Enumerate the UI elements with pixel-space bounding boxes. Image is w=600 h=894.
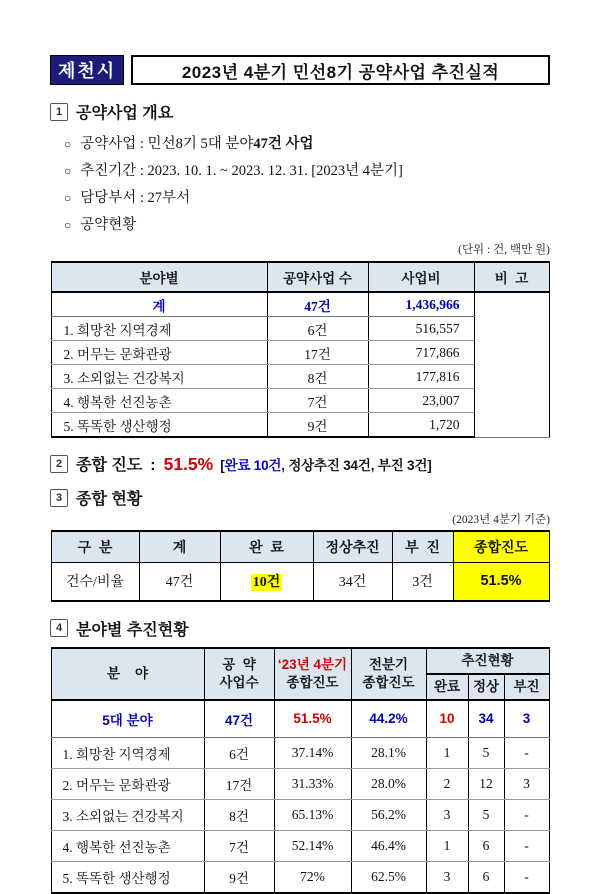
cell-done: 10 [426, 700, 468, 738]
cell-count: 17건 [204, 768, 274, 799]
cell-delay: 3 [504, 700, 549, 738]
col-header-total: 계 [139, 531, 220, 563]
table-row [51, 799, 549, 830]
section2-number-box: 2 [50, 455, 68, 473]
col-header-field: 분 야 [51, 648, 204, 700]
col-header-done: 완료 [426, 674, 468, 700]
cell-count: 47건 [267, 292, 368, 317]
table-summary-row [51, 700, 549, 738]
cell-count: 9건 [204, 861, 274, 893]
cell-count: 17건 [267, 341, 368, 365]
col-header-delay: 부진 [504, 674, 549, 700]
circle-bullet-icon: ○ [64, 137, 72, 151]
section1-title: 공약사업 개요 [76, 105, 174, 122]
overview-bullet-list [64, 131, 550, 239]
col-header-prev-line1: 전분기 [368, 656, 409, 672]
pledge-summary-table [51, 261, 550, 438]
bullet-text: 담당부서 : 27부서 [80, 190, 191, 206]
col-header-count: 공약사업 수 [267, 262, 368, 292]
cell-count: 7건 [204, 830, 274, 861]
overall-progress-rate: 51.5% [163, 454, 214, 474]
cell-field: 1. 희망찬 지역경제 [51, 737, 204, 768]
col-header-normal: 정상 [468, 674, 504, 700]
cell-budget: 717,866 [368, 341, 474, 365]
table-row [51, 737, 549, 768]
cell-normal: 6 [468, 830, 504, 861]
cell-budget: 23,007 [368, 389, 474, 413]
section4-number-box: 4 [50, 619, 68, 637]
bullet-item-projects [64, 131, 550, 158]
cell-count: 8건 [204, 799, 274, 830]
col-header-normal: 정상추진 [313, 531, 392, 563]
cell-prev: 62.5% [351, 861, 426, 893]
cell-field: 계 [51, 292, 267, 317]
cell-field: 4. 행복한 선진농촌 [51, 830, 204, 861]
table-row [51, 861, 549, 893]
table-total-row [51, 292, 549, 317]
section1-number-box: 1 [50, 103, 68, 121]
bullet-item-department [64, 185, 550, 212]
cell-label: 건수/비율 [51, 563, 139, 601]
cell-q4: 31.33% [274, 768, 351, 799]
bullet-text: 공약사업 : 민선8기 5대 분야 [80, 136, 254, 152]
table-header-row [51, 262, 549, 292]
table-header-row-1 [51, 648, 549, 674]
cell-progress: 51.5% [453, 563, 549, 601]
col-header-note: 비 고 [474, 262, 549, 292]
cell-delay: - [504, 830, 549, 861]
bullet-text-bold: 47건 사업 [253, 136, 314, 152]
unit-note: (단위 : 건, 백만 원) [458, 244, 550, 256]
colon: : [150, 457, 156, 474]
bullet-text: 추진기간 : 2023. 10. 1. ~ 2023. 12. 31. [2023년 4분기] [80, 163, 403, 179]
progress-detail [220, 454, 431, 474]
cell-done: 1 [426, 830, 468, 861]
progress-detail-completed: 완료 10건 [224, 458, 282, 473]
cell-prev: 44.2% [351, 700, 426, 738]
bracket-open: [ [220, 458, 225, 473]
section4-title: 분야별 추진현황 [76, 621, 189, 639]
cell-delay: - [504, 861, 549, 893]
section1-heading [50, 100, 550, 123]
col-header-budget: 사업비 [368, 262, 474, 292]
section3-heading [50, 486, 550, 509]
col-header-label: 구 분 [51, 531, 139, 563]
table-header-row [51, 531, 549, 563]
document-header [50, 55, 550, 85]
agency-badge: 제천시 [50, 55, 124, 85]
col-header-count [204, 648, 274, 700]
section3-number-box: 3 [50, 489, 68, 507]
cell-budget: 1,436,966 [368, 292, 474, 317]
circle-bullet-icon: ○ [64, 191, 72, 205]
cell-field: 5대 분야 [51, 700, 204, 738]
col-header-delay: 부 진 [392, 531, 453, 563]
circle-bullet-icon: ○ [64, 164, 72, 178]
bullet-text: 공약현황 [80, 217, 137, 233]
cell-field: 2. 머무는 문화관광 [51, 768, 204, 799]
col-header-count-line2: 사업수 [219, 674, 259, 690]
section2-heading [50, 452, 550, 475]
cell-q4: 72% [274, 861, 351, 893]
col-header-count-line1: 공 약 [222, 656, 256, 672]
cell-done: 3 [426, 861, 468, 893]
section2-title: 종합 진도 [76, 457, 143, 474]
cell-normal: 5 [468, 799, 504, 830]
cell-done: 1 [426, 737, 468, 768]
cell-count: 8건 [267, 365, 368, 389]
cell-field: 5. 똑똑한 생산행정 [51, 861, 204, 893]
cell-q4: 51.5% [274, 700, 351, 738]
bracket-close: ] [427, 458, 432, 473]
cell-budget: 516,557 [368, 317, 474, 341]
document-title: 2023년 4분기 민선8기 공약사업 추진실적 [131, 55, 550, 85]
period-note: (2023년 4분기 기준) [452, 514, 550, 526]
cell-count: 47건 [204, 700, 274, 738]
cell-field: 5. 똑똑한 생산행정 [51, 413, 267, 438]
cell-count: 7건 [267, 389, 368, 413]
cell-field: 3. 소외없는 건강복지 [51, 365, 267, 389]
cell-normal: 6 [468, 861, 504, 893]
col-header-q4-line2: 종합진도 [286, 674, 339, 690]
cell-total: 47건 [139, 563, 220, 601]
cell-field: 1. 희망찬 지역경제 [51, 317, 267, 341]
cell-done [220, 563, 313, 601]
col-header-progress: 종합진도 [453, 531, 549, 563]
cell-prev: 28.1% [351, 737, 426, 768]
col-header-q4-line1: ‘23년 4분기 [277, 656, 348, 672]
cell-budget: 1,720 [368, 413, 474, 438]
overall-status-table [51, 530, 550, 602]
col-header-prev-line2: 종합진도 [362, 674, 415, 690]
col-header-field: 분야별 [51, 262, 267, 292]
cell-field: 2. 머무는 문화관광 [51, 341, 267, 365]
cell-field: 4. 행복한 선진농촌 [51, 389, 267, 413]
cell-note [474, 292, 549, 437]
col-header-q4 [274, 648, 351, 700]
progress-detail-rest: , 정상추진 34건, 부진 3건 [281, 458, 428, 473]
col-header-done: 완 료 [220, 531, 313, 563]
cell-delay: - [504, 799, 549, 830]
cell-budget: 177,816 [368, 365, 474, 389]
cell-done: 3 [426, 799, 468, 830]
table-row [51, 830, 549, 861]
circle-bullet-icon: ○ [64, 218, 72, 232]
cell-prev: 46.4% [351, 830, 426, 861]
cell-prev: 56.2% [351, 799, 426, 830]
cell-normal: 12 [468, 768, 504, 799]
bullet-item-period [64, 158, 550, 185]
cell-count: 6건 [267, 317, 368, 341]
cell-normal: 5 [468, 737, 504, 768]
cell-delay: 3 [504, 768, 549, 799]
cell-field: 3. 소외없는 건강복지 [51, 799, 204, 830]
cell-normal: 34건 [313, 563, 392, 601]
field-progress-table [51, 647, 550, 894]
bullet-item-status [64, 212, 550, 239]
table-row [51, 563, 549, 601]
cell-delay: - [504, 737, 549, 768]
cell-count: 9건 [267, 413, 368, 438]
cell-q4: 52.14% [274, 830, 351, 861]
cell-prev: 28.0% [351, 768, 426, 799]
col-header-prev [351, 648, 426, 700]
cell-delay: 3건 [392, 563, 453, 601]
cell-q4: 65.13% [274, 799, 351, 830]
table-row [51, 768, 549, 799]
section3-title: 종합 현황 [76, 491, 143, 508]
cell-done: 2 [426, 768, 468, 799]
col-header-status-group: 추진현황 [426, 648, 549, 674]
cell-q4: 37.14% [274, 737, 351, 768]
highlighted-value: 10건 [252, 575, 281, 591]
cell-count: 6건 [204, 737, 274, 768]
cell-normal: 34 [468, 700, 504, 738]
section4-heading [50, 617, 550, 640]
